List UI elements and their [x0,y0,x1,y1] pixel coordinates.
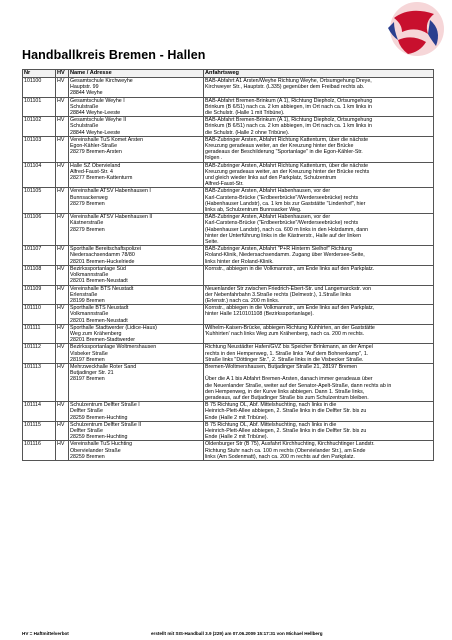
hall-directions [204,324,434,344]
table-row [23,188,434,214]
directions-line: BAB-Zubringer Arsten, Abfahrt Habenhausen, vor der [205,214,331,221]
hall-directions [204,97,434,117]
address-line: Sporthalle BTS Neustadt [70,305,129,312]
directions-line: BAB-Abfahrt Bremen-Brinkum (A 1), Richtung Diepholz, Ortsumgehung [205,97,373,104]
directions-line: Bremen-Woltmershausen, Butjadinger Straße 21, 28197 Bremen [205,363,358,370]
directions-line: die Schulstr. (Halle 1 mit Tribüne). [205,110,285,117]
hall-directions [204,162,434,188]
directions-line: Roland-Klinik, Niedersachsendamm. Zugang über Werdersee-Seite, [205,252,365,259]
directions-line: Richtung Neustädter Hafen/GVZ bis Speicher Brinkmann, an der Ampel [205,344,373,351]
table-row [23,246,434,266]
address-line: Gesamtschule Weyhe II [70,117,127,124]
address-line: Schulzentrum Delfter Straße II [70,421,142,428]
table-row [23,344,434,364]
hv-flag: HV [56,97,69,117]
directions-line: links ab, Schulzentrum Bunnsacker Weg. [205,207,302,214]
hall-name-address [69,441,204,461]
hall-directions [204,246,434,266]
address-line: Halle SZ Obervieland [70,162,121,169]
address-line: 28201 Bremen-Neustadt [70,278,128,285]
hv-flag: HV [56,324,69,344]
directions-line: Seite. [205,239,219,246]
directions-line: der Nebenfahrbahn 3.Straße rechts (Delmestr.), 1.Straße links [205,291,352,298]
hv-flag: HV [56,285,69,305]
hall-number: 101112 [23,344,56,364]
table-row [23,162,434,188]
directions-line: B 75 Richtung OL, Abf. Mittelshuchting, nach links in die [205,421,337,428]
directions-line: BAB-Zubringer Arsten, Abfahrt "P+R Hinterm Sielhof" Richtung [205,246,352,253]
hall-name-address [69,324,204,344]
directions-line: BAB-Zubringer Arsten, Abfahrt Richtung Kattenturm, über die nächste [205,162,369,169]
hall-directions [204,265,434,285]
hv-flag: HV [56,162,69,188]
address-line: 28259 Bremen-Huchting [70,414,128,421]
hall-directions [204,344,434,364]
hall-name-address [69,117,204,137]
hall-name-address [69,421,204,441]
directions-line: geradeaus der Beschilderung "Sportanlage" in die Egon-Kähler-Str. [205,149,363,156]
address-line: Bezirkssportanlage Woltmershausen [70,344,157,351]
directions-line: geradeaus, auf der Butjadinger Straße bis zum Schulzentrum bleiben. [205,394,369,401]
address-line: Vereinshalle ATSV Habenhausen I [70,188,151,195]
table-row [23,214,434,246]
address-line: Niedersachsendamm 78/80 [70,252,135,259]
table-row [23,265,434,285]
hall-name-address [69,246,204,266]
directions-line: Über die A 1 bis Abfahrt Bremen-Arsten, danach immer geradeaus über [205,376,373,383]
hall-number: 101107 [23,246,56,266]
hall-number: 101115 [23,421,56,441]
hall-directions [204,117,434,137]
footer-created-info: erstellt mit SIS-Handball 3.9 (229) am 07.06.2009 15:17:31 von Michael Hellberg [151,631,323,636]
directions-line: Heinrich-Plett-Allee abbiegen, 2. Straße links in die Delfter Str. bis zu [205,408,367,415]
table-row [23,97,434,117]
directions-line: rechts in den Hempenweg, 1. Straße links "Auf dem Bohnenkamp", 1. [205,350,369,357]
directions-line: Kornstr., abbiegen in die Volkmannstr., am Ende links auf den Parkplatz. [205,265,375,272]
directions-line: Kreuzung geradeaus weiter, an der Kreuzung hinter der Brücke [205,143,354,150]
address-line: Bunnsackerweg [70,194,108,201]
directions-line: Straße links "Döttinger Str.", 2. Straße links in die Visbecker Straße. [205,356,364,363]
address-line: 28201 Bremen-Huckelriede [70,258,135,265]
hall-number: 101105 [23,188,56,214]
hall-number: 101104 [23,162,56,188]
hall-name-address [69,136,204,162]
address-line: 28277 Bremen-Kattenturm [70,175,133,182]
table-header-row [23,70,434,78]
hv-flag: HV [56,246,69,266]
hv-flag: HV [56,421,69,441]
hall-number: 101102 [23,117,56,137]
hall-number: 101108 [23,265,56,285]
address-line: Schulzentrum Delfter Straße I [70,402,140,409]
address-line: 28844 Weyhe-Leeste [70,110,121,117]
address-line: Vereinshalle BTS Neustadt [70,285,134,292]
hall-name-address [69,285,204,305]
hv-flag: HV [56,265,69,285]
address-line: 28197 Bremen [70,376,105,383]
hall-number: 101100 [23,78,56,98]
hv-flag: HV [56,402,69,422]
table-row [23,78,434,98]
hall-name-address [69,97,204,117]
address-line: Sporthalle Stadtwerder (Lidice-Haus) [70,324,157,331]
directions-line: Kornstr., abbiegen in die Volkmannstr., am Ende links auf den Parkplatz, [205,305,375,312]
directions-line: Oldenburger Str (B 75), Ausfahrt Kirchhuchting, Kirchhuchtinger Landstr. [205,441,375,448]
table-row [23,441,434,461]
hall-directions [204,136,434,162]
address-line: Volkmannstraße [70,311,109,318]
header-name: Name / Adresse [69,70,204,78]
header-nr: Nr [23,70,56,78]
directions-line: BAB-Abfahrt A1 Arsten/Weyhe Richtung Weyhe, Ortsumgehung Dreye, [205,78,372,84]
directions-line: B 75 Richtung OL, Abf. Mittelshuchting, nach links in die [205,402,337,409]
hall-name-address [69,265,204,285]
address-line: 28259 Bremen-Huchting [70,434,128,441]
hall-name-address [69,214,204,246]
address-line: Vereinshalle TuS Komet Arsten [70,136,144,143]
directions-line: Karl-Carstens-Brücke ("Erdbeerbrücke"/Werderseebrücke) rechts [205,220,359,227]
hall-number: 101113 [23,363,56,401]
hall-name-address [69,162,204,188]
address-line: Vereinshalle ATSV Habenhausen II [70,214,153,221]
directions-line: Ende (Halle 2 mit Tribüne). [205,414,269,421]
directions-line: Heinrich-Plett-Allee abbiegen, 2. Straße links in die Delfter Str. bis zu [205,427,367,434]
address-line: Volkmannstraße [70,272,109,279]
address-line: Visbeker Straße [70,350,108,357]
hv-flag: HV [56,136,69,162]
table-row [23,402,434,422]
address-line: 28844 Weyhe [70,90,103,97]
address-line: 28201 Bremen-Stadtwerder [70,337,136,344]
directions-line: Wilhelm-Kaisen-Brücke, abbiegen Richtung Kuhhirten, an der Gaststätte [205,324,375,331]
address-line: Delfter Straße [70,408,103,415]
hall-directions [204,305,434,325]
directions-line: Kirchweyer Str., Hauptstr. (L335) gegenüber dem Freibad rechts ab. [205,84,365,91]
hall-directions [204,421,434,441]
hall-number: 101101 [23,97,56,117]
address-line: Gesamtschule Kirchweyhe [70,78,133,84]
hv-flag: HV [56,344,69,364]
footer-legend: HV = Haftmittelverbot [22,631,69,636]
address-line: 28199 Bremen [70,297,105,304]
directions-line: BAB-Zubringer Arsten, Abfahrt Habenhausen, vor der [205,188,331,195]
address-line: Vereinshalle TuS Huchting [70,441,133,448]
address-line: 28844 Weyhe-Leeste [70,129,121,136]
hall-name-address [69,305,204,325]
hv-flag: HV [56,188,69,214]
directions-line: (Erlenstr.) nach ca. 200 m links. [205,297,280,304]
hall-number: 101110 [23,305,56,325]
address-line: Butjadinger Str. 21 [70,370,114,377]
address-line: Erlenstraße [70,291,98,298]
address-line: 28279 Bremen [70,200,105,207]
directions-line: links hinter der Roland-Klinik. [205,258,274,265]
hall-number: 101116 [23,441,56,461]
hall-number: 101111 [23,324,56,344]
hv-flag: HV [56,117,69,137]
hall-name-address [69,78,204,98]
directions-line: die Schulstr. (Halle 2 ohne Tribüne). [205,129,290,136]
directions-line: Brinkum (B 6/51) nach ca. 2 km abbiegen, im Ort nach ca. 1 km links in [205,103,372,110]
directions-line: Neuenlander Str zwischen Friedrich-Ebert-Str. und Langemarckstr. von [205,285,372,292]
hv-flag: HV [56,305,69,325]
address-line: Weg zum Krähenberg [70,330,122,337]
address-line: Schulstraße [70,123,99,130]
address-line: Egon-Kähler-Straße [70,143,118,150]
hall-name-address [69,402,204,422]
hall-directions [204,441,434,461]
address-line: 28279 Bremen-Arsten [70,149,122,156]
address-line: Obervielander Straße [70,447,121,454]
hall-name-address [69,188,204,214]
header-route: Anfahrtsweg [204,70,434,78]
directions-line: links (Am Sodenmatt), nach ca. 200 m rechts auf den Parkplatz. [205,453,355,460]
directions-line: BAB-Zubringer Arsten, Abfahrt Richtung Kattenturm, über die nächste [205,136,369,143]
hall-number: 101109 [23,285,56,305]
address-line: 28279 Bremen [70,226,105,233]
hv-flag: HV [56,441,69,461]
directions-line: folgen . [205,155,223,162]
hall-directions [204,214,434,246]
directions-line: hinter der Unterführung links in die Kästnerstr., Halle auf der linken [205,232,362,239]
directions-line: Brinkum (B 6/51) nach ca. 2 km abbiegen, im Ort nach ca. 1 km links in [205,123,372,130]
directions-line: den Hempenweg, in der Kurve links abbiegen. Dann 1. Straße links, [205,388,365,395]
address-line: Mehrzweckhalle Roter Sand [70,363,137,370]
hv-flag: HV [56,214,69,246]
directions-line: hinter Halle 1210101108 (Bezirkssportanlage). [205,311,314,318]
hv-flag: HV [56,78,69,98]
hall-directions [204,285,434,305]
table-row [23,117,434,137]
page-title: Handballkreis Bremen - Hallen [22,48,206,62]
address-line: Schulstraße [70,103,99,110]
address-line: Delfter Straße [70,427,103,434]
hall-number: 101103 [23,136,56,162]
directions-line: (Habenhauser Landstr), ca. 1 km bis zur Gaststätte "Lindenhof", hier [205,200,366,207]
address-line: Gesamtschule Weyhe I [70,97,125,104]
directions-line: Alfred-Faust-Str. [205,181,244,188]
hall-name-address [69,344,204,364]
hall-directions [204,188,434,214]
address-line: Kästnerstraße [70,220,104,227]
table-row [23,363,434,401]
header-hv: HV [56,70,69,78]
hall-directions [204,402,434,422]
table-row [23,305,434,325]
directions-line: Ende (Halle 2 mit Tribüne). [205,434,269,441]
table-row [23,324,434,344]
table-row [23,421,434,441]
directions-line: die Neuenlander Straße, weiter auf der Senator-Apelt-Straße, dann rechts ab in [205,382,392,389]
directions-line: 'Kuhhirten' nach links Weg zum Krähenberg, nach ca. 200 m rechts. [205,330,365,337]
hv-flag: HV [56,363,69,401]
halls-table [22,69,434,461]
address-line: 28201 Bremen-Neustadt [70,317,128,324]
directions-line: (Habenhauser Landstr), nach ca. 600 m links in den Holzdamm, dann [205,226,369,233]
handball-logo [380,0,446,62]
hall-number: 101106 [23,214,56,246]
hall-number: 101114 [23,402,56,422]
directions-line: Richtung Stuhr nach ca. 100 m rechts (Obervielander Str.), am Ende [205,447,366,454]
address-line: Hauptstr. 99 [70,84,99,91]
directions-line: und gleich wieder links auf den Parkplatz, Schulzentrum [205,175,337,182]
address-line: Sporthalle Bereitschaftspolizei [70,246,141,253]
directions-line: Karl-Carstens-Brücke ("Erdbeerbrücke"/Werderseebrücke) rechts [205,194,359,201]
directions-line: Kreuzung geradeaus weiter, an der Kreuzung hinter der Brücke rechts [205,168,370,175]
address-line: 28197 Bremen [70,356,105,363]
hall-name-address [69,363,204,401]
table-row [23,285,434,305]
address-line: 28259 Bremen [70,453,105,460]
directions-line: BAB-Abfahrt Bremen-Brinkum (A 1), Richtung Diepholz, Ortsumgehung [205,117,373,124]
hall-directions [204,78,434,98]
address-line: Bezirkssportanlage Süd [70,265,126,272]
table-row [23,136,434,162]
hall-directions [204,363,434,401]
address-line: Alfred-Faust-Str. 4 [70,168,113,175]
